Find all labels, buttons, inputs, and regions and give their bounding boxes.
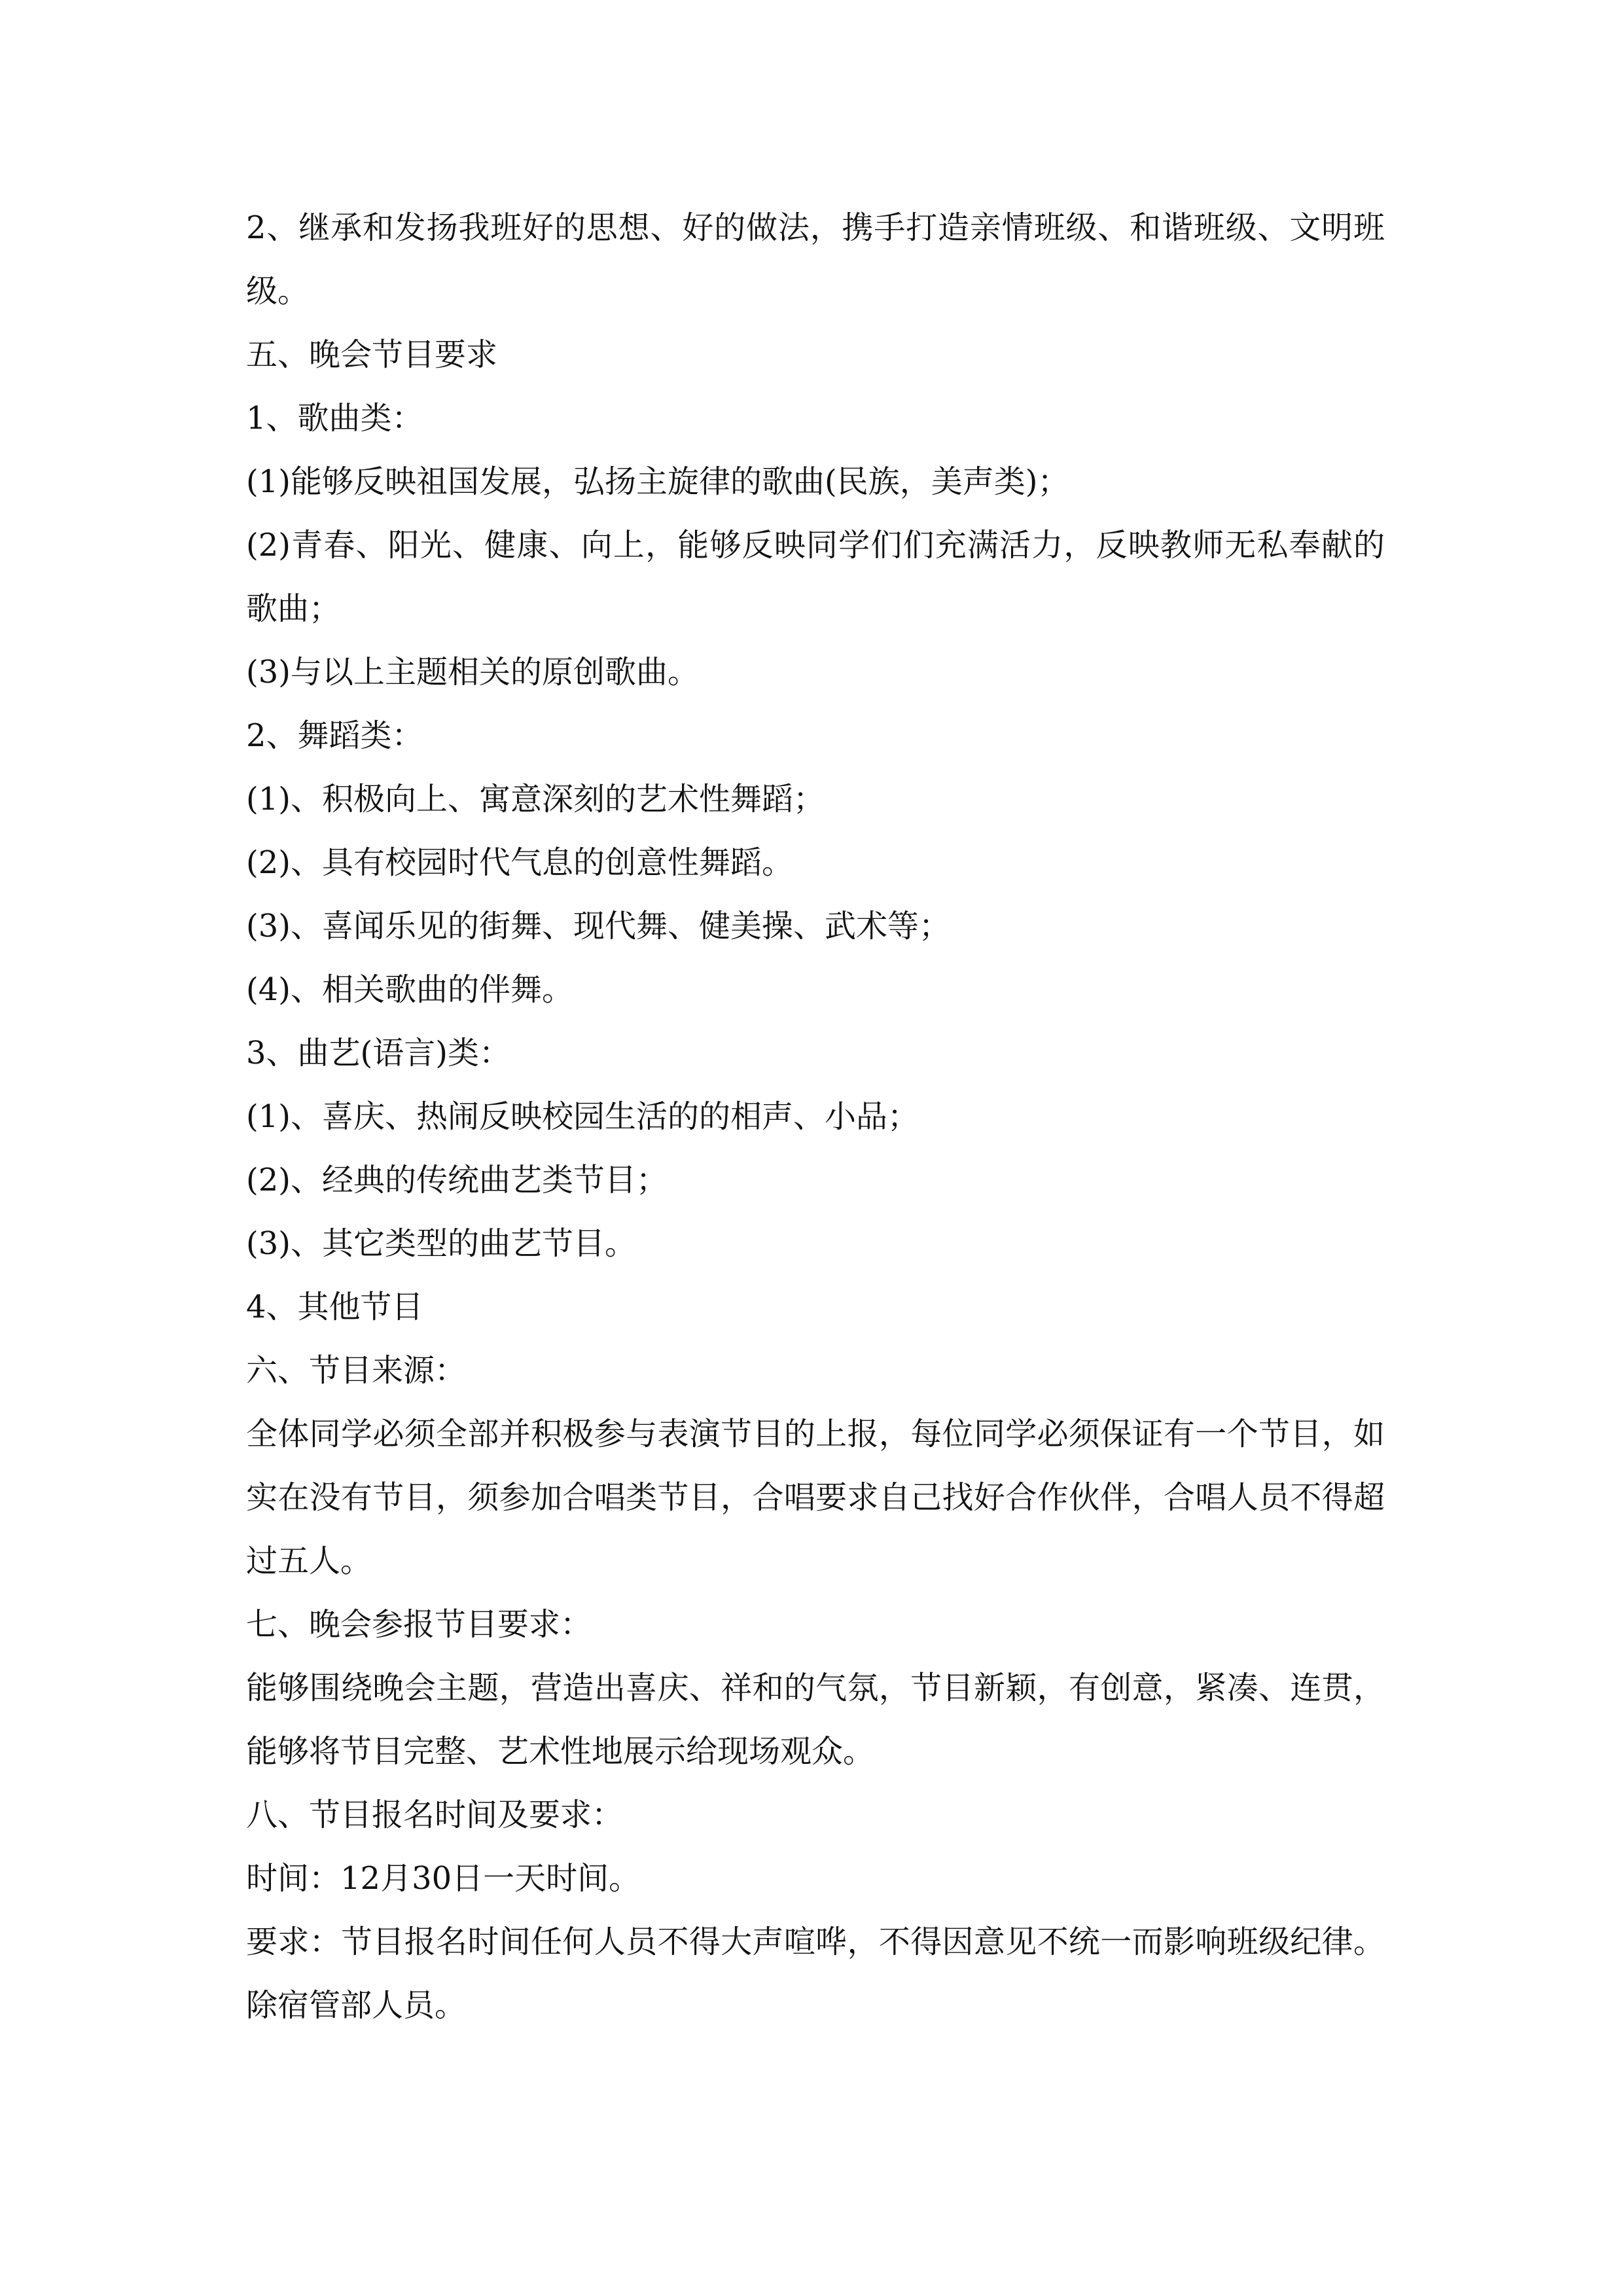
document-body <box>246 196 1385 2037</box>
list-item-quyi-3: (3)、其它类型的曲艺节目。 <box>246 1225 636 1262</box>
subheading-songs: 1、歌曲类： <box>246 400 423 437</box>
subheading-dance: 2、舞蹈类： <box>246 717 423 754</box>
section-heading-7: 七、晚会参报节目要求： <box>246 1606 592 1643</box>
list-item-quyi-2: (2)、经典的传统曲艺类节目； <box>246 1162 668 1198</box>
paragraph-registration-rules: 要求：节目报名时间任何人员不得大声喧哗，不得因意见不统一而影响班级纪律。除宿管部人员。 <box>246 1924 1385 2024</box>
paragraph-program-requirements: 能够围绕晚会主题，营造出喜庆、祥和的气氛，节目新颖，有创意，紧凑、连贯，能够将节目完整、艺术性地展示给现场观众。 <box>246 1670 1385 1770</box>
subheading-other: 4、其他节目 <box>246 1289 423 1325</box>
list-item-dance-3: (3)、喜闻乐见的街舞、现代舞、健美操、武术等； <box>246 908 950 944</box>
paragraph-goal-2: 2、继承和发扬我班好的思想、好的做法，携手打造亲情班级、和谐班级、文明班级。 <box>246 209 1385 310</box>
list-item-songs-3: (3)与以上主题相关的原创歌曲。 <box>246 654 699 691</box>
list-item-dance-2: (2)、具有校园时代气息的创意性舞蹈。 <box>246 844 793 881</box>
subheading-quyi: 3、曲艺(语言)类： <box>246 1035 510 1071</box>
paragraph-registration-time: 时间：12月30日一天时间。 <box>246 1860 641 1897</box>
section-heading-6: 六、节目来源： <box>246 1352 467 1389</box>
section-heading-8: 八、节目报名时间及要求： <box>246 1797 624 1833</box>
list-item-quyi-1: (1)、喜庆、热闹反映校园生活的的相声、小品； <box>246 1098 919 1135</box>
list-item-songs-1: (1)能够反映祖国发展，弘扬主旋律的歌曲(民族，美声类)； <box>246 463 1069 500</box>
section-heading-5: 五、晚会节目要求 <box>246 336 498 373</box>
paragraph-program-source: 全体同学必须全部并积极参与表演节目的上报，每位同学必须保证有一个节目，如实在没有节目，须参加合唱类节目，合唱要求自己找好合作伙伴，合唱人员不得超过五人。 <box>246 1416 1385 1579</box>
list-item-dance-1: (1)、积极向上、寓意深刻的艺术性舞蹈； <box>246 781 825 817</box>
list-item-songs-2: (2)青春、阳光、健康、向上，能够反映同学们们充满活力，反映教师无私奉献的歌曲； <box>246 527 1385 627</box>
list-item-dance-4: (4)、相关歌曲的伴舞。 <box>246 971 573 1008</box>
